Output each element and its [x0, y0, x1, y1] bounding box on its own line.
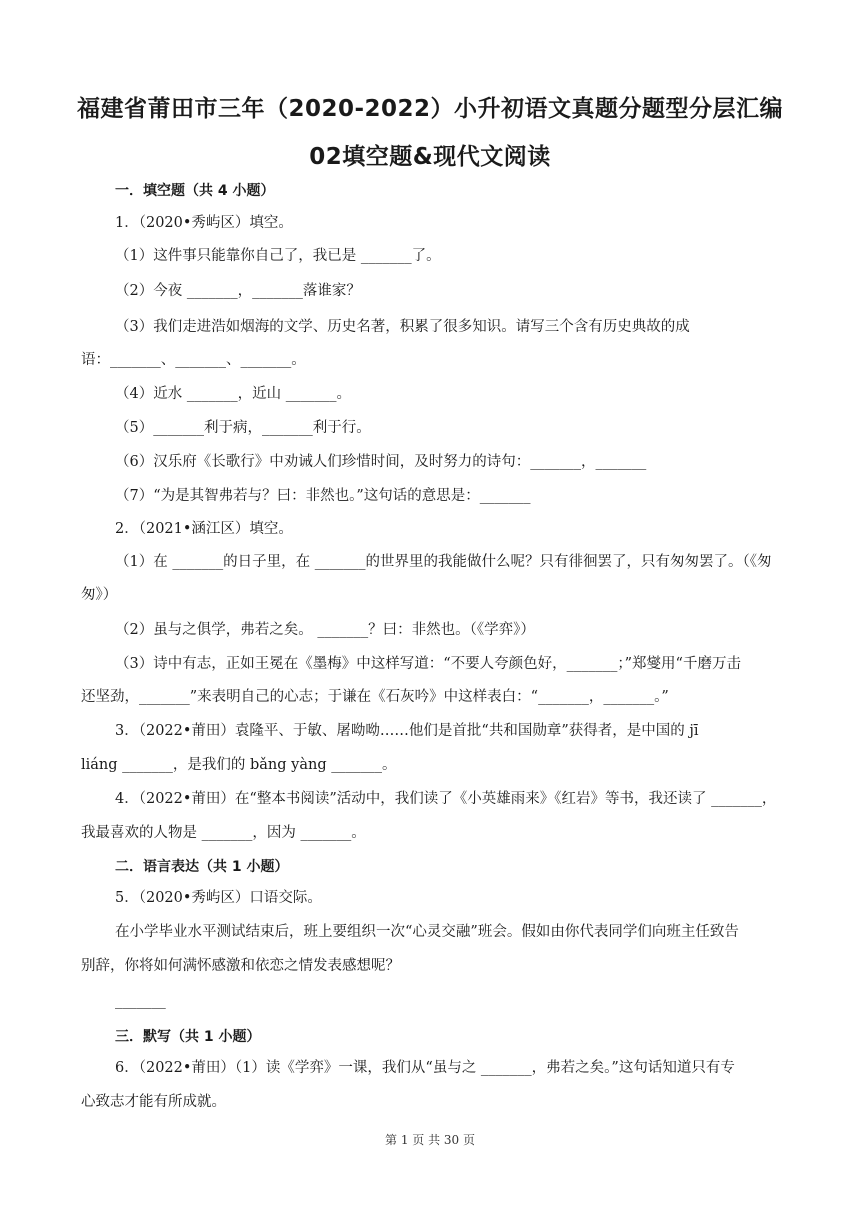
question-2-part-1-line-b: 匆》） — [81, 587, 118, 603]
question-1-part-3-line-a: （3）我们走进浩如烟海的文学、历史名著，积累了很多知识。请写三个含有历史典故的成 — [115, 319, 690, 335]
question-6-line-a: 6．（2022•莆田）（1）读《学弈》一课，我们从“虽与之 _______，弗若之矣。”这句话知道只有专 — [115, 1060, 735, 1076]
question-6-line-b: 心致志才能有所成就。 — [81, 1094, 226, 1110]
question-1-stem: 1．（2020•秀屿区）填空。 — [115, 215, 293, 231]
question-4-line-b: 我最喜欢的人物是 _______，因为 _______。 — [81, 825, 366, 841]
question-5-body-line-a: 在小学毕业水平测试结束后，班上要组织一次“心灵交融”班会。假如由你代表同学们向班主任致告 — [115, 924, 739, 940]
question-2-part-3-line-b: 还坚劲，_______”来表明自己的心志；于谦在《石灰吟》中这样表白：“_______，_______。” — [81, 689, 669, 705]
question-5-answer-blank: _______ — [115, 993, 166, 1009]
question-2-part-2: （2）虽与之俱学，弗若之矣。 _______？曰：非然也。（《学弈》） — [115, 622, 535, 638]
question-1-part-5: （5）_______利于病，_______利于行。 — [115, 420, 371, 436]
question-4-line-a: 4．（2022•莆田）在“整本书阅读”活动中，我们读了《小英雄雨来》《红岩》等书，我还读了 _______， — [115, 791, 777, 807]
section-heading-fill-blank: 一．填空题（共 4 小题） — [115, 183, 275, 199]
question-2-part-1-line-a: （1）在 _______的日子里，在 _______的世界里的我能做什么呢？只有徘徊罢了，只有匆匆罢了。（《匆 — [115, 554, 772, 570]
question-3-line-b: liáng _______，是我们的 bǎng yàng _______。 — [81, 757, 397, 773]
question-1-part-3-line-b: 语：_______、_______、_______。 — [81, 352, 306, 368]
document-title-line1: 福建省莆田市三年（2020-2022）小升初语文真题分题型分层汇编 — [76, 96, 784, 122]
question-1-part-7: （7）“为是其智弗若与？曰：非然也。”这句话的意思是：_______ — [115, 488, 531, 504]
section-heading-language-expression: 二．语言表达（共 1 小题） — [115, 859, 289, 875]
question-5-stem: 5．（2020•秀屿区）口语交际。 — [115, 890, 322, 906]
question-1-part-2: （2）今夜 _______，_______落谁家？ — [115, 283, 361, 299]
document-title-line2: 02填空题&现代文阅读 — [309, 144, 551, 170]
question-3-line-a: 3．（2022•莆田）袁隆平、于敏、屠呦呦……他们是首批“共和国勋章”获得者，是中国的 jī — [115, 723, 699, 739]
question-2-part-3-line-a: （3）诗中有志，正如王冕在《墨梅》中这样写道：“不要人夸颜色好，_______；”郑燮用“千磨万击 — [115, 656, 741, 672]
question-2-stem: 2．（2021•涵江区）填空。 — [115, 521, 293, 537]
page-footer: 第 1 页 共 30 页 — [385, 1133, 475, 1147]
question-1-part-1: （1）这件事只能靠你自己了，我已是 _______了。 — [115, 248, 441, 264]
question-1-part-4: （4）近水 _______，近山 _______。 — [115, 386, 351, 402]
question-1-part-6: （6）汉乐府《长歌行》中劝诫人们珍惜时间，及时努力的诗句：_______，_______ — [115, 454, 647, 470]
section-heading-dictation: 三．默写（共 1 小题） — [115, 1029, 261, 1045]
question-5-body-line-b: 别辞，你将如何满怀感激和依恋之情发表感想呢？ — [81, 958, 400, 974]
